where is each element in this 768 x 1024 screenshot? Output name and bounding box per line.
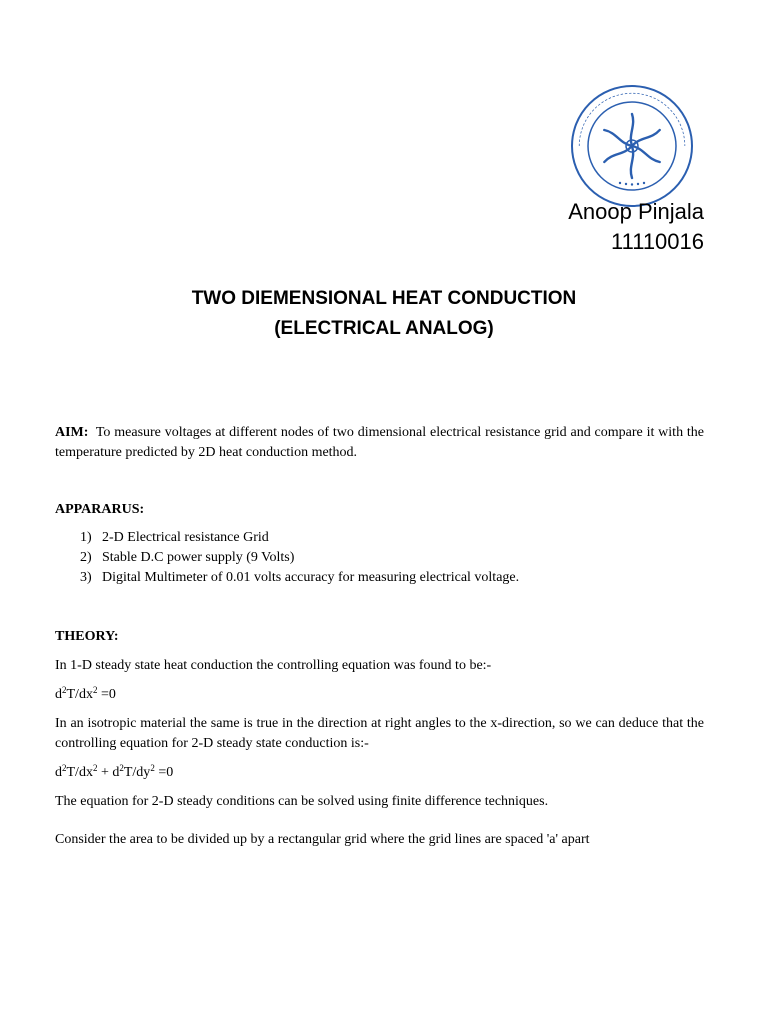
theory-paragraph-3: The equation for 2-D steady conditions can be solved using finite difference techniques. xyxy=(55,794,549,809)
theory-paragraph-4: Consider the area to be divided up by a rectangular grid where the grid lines are spaced 'a' apart xyxy=(55,832,590,847)
author-name: Anoop Pinjala xyxy=(568,199,704,224)
apparatus-list xyxy=(80,528,519,588)
institute-logo xyxy=(570,84,694,208)
theory-paragraph-2: In an isotropic material the same is true in the direction at right angles to the x-direction, so we can deduce that the controlling equation for 2-D steady state conduction is:- xyxy=(55,716,704,751)
list-item: 2) Stable D.C power supply (9 Volts) xyxy=(80,550,295,565)
list-item: 3) Digital Multimeter of 0.01 volts accuracy for measuring electrical voltage. xyxy=(80,570,520,585)
aim-label: AIM: xyxy=(55,425,89,440)
list-item: 1) 2-D Electrical resistance Grid xyxy=(80,530,269,545)
equation-1d: $d^2T/dx^2 =0$ xyxy=(55,685,116,702)
aim-text: To measure voltages at different nodes of two dimensional electrical resistance grid and compare it with the temperature predicted by 2D heat conduction method. xyxy=(55,425,704,460)
theory-paragraph-1: In 1-D steady state heat conduction the controlling equation was found to be:- xyxy=(55,658,492,673)
aim-paragraph xyxy=(55,423,704,463)
theory-heading: THEORY: xyxy=(55,629,119,644)
roll-number: 11110016 xyxy=(611,229,704,254)
document-title: TWO DIEMENSIONAL HEAT CONDUCTION xyxy=(191,288,577,309)
document-subtitle: (ELECTRICAL ANALOG) xyxy=(274,318,494,339)
apparatus-heading: APPARARUS: xyxy=(55,502,145,517)
equation-2d: $d^2T/dx^2 + d^2T/dy^2 =0$ xyxy=(55,763,174,780)
